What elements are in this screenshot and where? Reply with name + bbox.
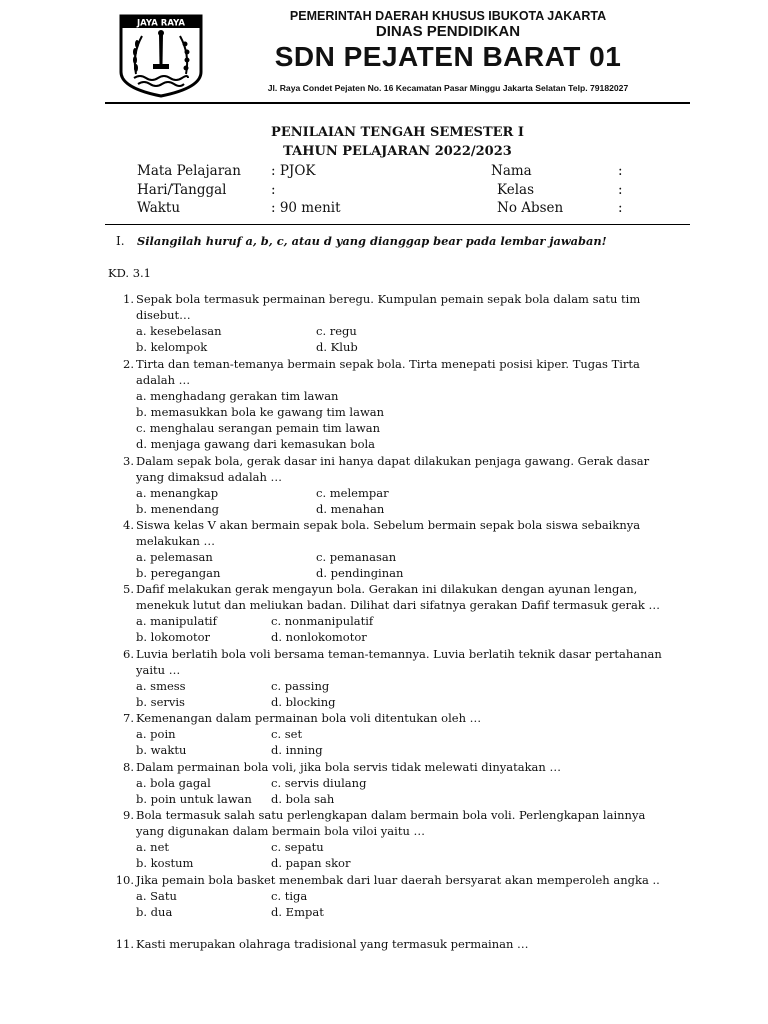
time-label: Waktu	[137, 200, 181, 216]
answer-option: c. passing	[271, 679, 330, 693]
question-number: 11.	[115, 937, 134, 951]
question-number: 3.	[123, 454, 134, 468]
answer-option: a. bola gagal	[136, 776, 211, 790]
answer-option: a. pelemasan	[136, 550, 213, 564]
question-text: Sepak bola termasuk permainan beregu. Kumpulan pemain sepak bola dalam satu tim	[136, 292, 641, 306]
date-value: :	[271, 182, 276, 198]
question-text: yang dimaksud adalah …	[136, 470, 283, 484]
question-text: Jika pemain bola basket menembak dari luar daerah bersyarat akan memperoleh angka ..	[136, 873, 660, 887]
answer-option: b. kostum	[136, 856, 194, 870]
question-text: yang digunakan dalam bermain bola viloi yaitu …	[136, 824, 426, 838]
question-number: 6.	[123, 647, 134, 661]
answer-option: d. Empat	[271, 905, 324, 919]
absence-number-label: No Absen	[497, 200, 564, 216]
answer-option: c. regu	[316, 324, 357, 338]
section-number: I.	[116, 234, 125, 248]
time-value: : 90 menit	[271, 200, 341, 216]
answer-option: b. menendang	[136, 502, 219, 516]
answer-option: d. papan skor	[271, 856, 351, 870]
question-text: Siswa kelas V akan bermain sepak bola. Sebelum bermain sepak bola siswa sebaiknya	[136, 518, 641, 532]
question-text: Kemenangan dalam permainan bola voli ditentukan oleh …	[136, 711, 482, 725]
letterhead-divider	[105, 102, 690, 104]
question-number: 4.	[123, 518, 134, 532]
answer-option: b. lokomotor	[136, 630, 211, 644]
info-divider	[105, 224, 690, 225]
exam-year: TAHUN PELAJARAN 2022/2023	[283, 144, 512, 159]
question-text: Luvia berlatih bola voli bersama teman-temannya. Luvia berlatih teknik dasar pertahanan	[136, 647, 662, 661]
answer-option: c. menghalau serangan pemain tim lawan	[136, 421, 381, 435]
answer-option: c. sepatu	[271, 840, 324, 854]
answer-option: a. poin	[136, 727, 176, 741]
question-text: Dafif melakukan gerak mengayun bola. Gerakan ini dilakukan dengan ayunan lengan,	[136, 582, 638, 596]
answer-option: c. set	[271, 727, 303, 741]
answer-option: a. net	[136, 840, 170, 854]
answer-option: d. nonlokomotor	[271, 630, 367, 644]
answer-option: d. pendinginan	[316, 566, 404, 580]
answer-option: d. bola sah	[271, 792, 335, 806]
answer-option: d. menahan	[316, 502, 385, 516]
letterhead-address: Jl. Raya Condet Pejaten No. 16 Kecamatan Pasar Minggu Jakarta Selatan Telp. 79182027	[267, 83, 629, 93]
answer-option: d. Klub	[316, 340, 358, 354]
name-value: :	[618, 163, 623, 179]
question-text: Tirta dan teman-temanya bermain sepak bola. Tirta menepati posisi kiper. Tugas Tirta	[136, 357, 640, 371]
letterhead-government: PEMERINTAH DAERAH KHUSUS IBUKOTA JAKARTA	[289, 9, 607, 23]
answer-option: b. dua	[136, 905, 173, 919]
competency-code: KD. 3.1	[108, 266, 152, 280]
answer-option: b. kelompok	[136, 340, 208, 354]
answer-option: c. tiga	[271, 889, 308, 903]
question-number: 10.	[115, 873, 134, 887]
answer-option: c. pemanasan	[316, 550, 397, 564]
question-number: 9.	[123, 808, 134, 822]
answer-option: a. menghadang gerakan tim lawan	[136, 389, 339, 403]
date-label: Hari/Tanggal	[137, 182, 227, 198]
answer-option: b. poin untuk lawan	[136, 792, 252, 806]
answer-option: a. menangkap	[136, 486, 219, 500]
question-text: menekuk lutut dan meliukan badan. Dilihat dari sifatnya gerakan Dafif termasuk gerak …	[136, 598, 661, 612]
question-text: Dalam sepak bola, gerak dasar ini hanya dapat dilakukan penjaga gawang. Gerak dasar	[136, 454, 650, 468]
question-number: 5.	[123, 582, 134, 596]
question-text: Dalam permainan bola voli, jika bola servis tidak melewati dinyatakan …	[136, 760, 561, 774]
answer-option: b. peregangan	[136, 566, 221, 580]
answer-option: a. Satu	[136, 889, 177, 903]
answer-option: c. nonmanipulatif	[271, 614, 374, 628]
subject-label: Mata Pelajaran	[137, 163, 241, 179]
answer-option: c. servis diulang	[271, 776, 367, 790]
class-value: :	[618, 182, 623, 198]
absence-number-value: :	[618, 200, 623, 216]
question-number: 8.	[123, 760, 134, 774]
question-number: 2.	[123, 357, 134, 371]
question-text: melakukan …	[136, 534, 216, 548]
question-text: Bola termasuk salah satu perlengkapan dalam bermain bola voli. Perlengkapan lainnya	[136, 808, 646, 822]
subject-value: : PJOK	[271, 163, 316, 179]
question-number: 1.	[123, 292, 134, 306]
section-instruction: Silangilah huruf a, b, c, atau d yang dianggap bear pada lembar jawaban!	[137, 234, 607, 248]
letterhead-school-name: SDN PEJATEN BARAT 01	[274, 41, 622, 72]
answer-option: a. manipulatif	[136, 614, 217, 628]
answer-option: c. melempar	[316, 486, 389, 500]
letterhead-department: DINAS PENDIDIKAN	[375, 23, 521, 40]
answer-option: b. memasukkan bola ke gawang tim lawan	[136, 405, 385, 419]
logo-text: JAYA RAYA	[136, 18, 186, 29]
answer-option: d. inning	[271, 743, 323, 757]
question-text: yaitu …	[136, 663, 181, 677]
question-number: 7.	[123, 711, 134, 725]
answer-option: b. waktu	[136, 743, 187, 757]
answer-option: a. smess	[136, 679, 186, 693]
question-text: Kasti merupakan olahraga tradisional yang termasuk permainan …	[136, 937, 529, 951]
name-label: Nama	[491, 163, 532, 179]
answer-option: d. blocking	[271, 695, 336, 709]
question-text: disebut…	[136, 308, 191, 322]
answer-option: a. kesebelasan	[136, 324, 222, 338]
answer-option: b. servis	[136, 695, 185, 709]
exam-title: PENILAIAN TENGAH SEMESTER I	[271, 125, 524, 140]
answer-option: d. menjaga gawang dari kemasukan bola	[136, 437, 376, 451]
class-label: Kelas	[497, 182, 535, 198]
question-text: adalah …	[136, 373, 191, 387]
jakarta-emblem-logo	[118, 14, 204, 98]
